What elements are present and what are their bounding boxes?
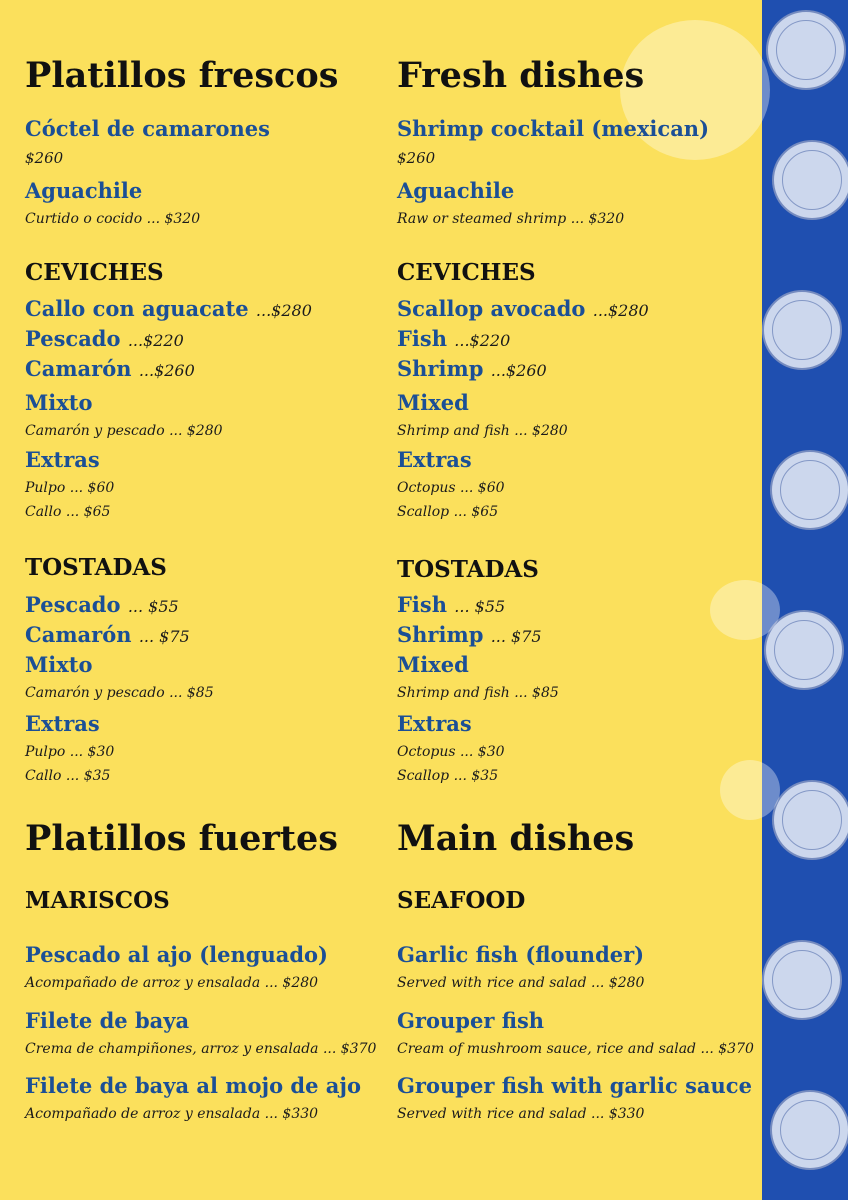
menu-item-name: Garlic fish (flounder) bbox=[397, 942, 645, 967]
section-title-main: Platillos fuertes bbox=[25, 818, 338, 859]
menu-item-name: Callo con aguacate ...$280 bbox=[25, 296, 312, 321]
menu-item-description: Crema de champiñones, arroz y ensalada ... $370 bbox=[25, 1041, 377, 1057]
menu-item-name: Grouper fish bbox=[397, 1008, 545, 1033]
menu-item-description: Shrimp and fish ... $85 bbox=[397, 685, 559, 701]
menu-item-description: Octopus ... $30 bbox=[397, 744, 505, 760]
menu-item-name: Grouper fish with garlic sauce bbox=[397, 1073, 752, 1098]
menu-item-description: Scallop ... $65 bbox=[397, 504, 499, 520]
menu-item-price: ...$280 bbox=[592, 301, 649, 320]
menu-item-name: Mixto bbox=[25, 652, 93, 677]
menu-item-price: $260 bbox=[397, 149, 436, 167]
menu-item-description: Camarón y pescado ... $280 bbox=[25, 423, 223, 439]
category-heading: TOSTADAS bbox=[397, 556, 539, 583]
menu-item-name: Scallop avocado ...$280 bbox=[397, 296, 649, 321]
menu-item-name: Shrimp cocktail (mexican) bbox=[397, 116, 710, 141]
menu-item-name: Aguachile bbox=[397, 178, 515, 203]
menu-item-name: Extras bbox=[25, 447, 100, 472]
menu-item-description: Cream of mushroom sauce, rice and salad ... $370 bbox=[397, 1041, 754, 1057]
menu-item-description: Scallop ... $35 bbox=[397, 768, 499, 784]
category-heading: CEVICHES bbox=[397, 259, 536, 286]
oyster-house-stamp-icon bbox=[762, 290, 842, 370]
menu-item-price: ...$220 bbox=[454, 331, 511, 350]
menu-item-price: ... $55 bbox=[454, 597, 506, 616]
menu-item-description: Acompañado de arroz y ensalada ... $330 bbox=[25, 1106, 319, 1122]
shell-illustration-icon bbox=[720, 760, 780, 820]
menu-item-description: Callo ... $35 bbox=[25, 768, 111, 784]
oyster-house-stamp-icon bbox=[770, 450, 848, 530]
menu-item-description: Served with rice and salad ... $280 bbox=[397, 975, 645, 991]
menu-item-description: Pulpo ... $30 bbox=[25, 744, 115, 760]
menu-item-price: ... $75 bbox=[138, 627, 190, 646]
menu-item-name: Filete de baya bbox=[25, 1008, 190, 1033]
category-heading: CEVICHES bbox=[25, 259, 164, 286]
menu-item-name: Camarón ... $75 bbox=[25, 622, 190, 647]
menu-item-price: ...$260 bbox=[138, 361, 195, 380]
oyster-house-stamp-icon bbox=[772, 780, 848, 860]
menu-item-name: Pescado al ajo (lenguado) bbox=[25, 942, 328, 967]
menu-item-description: Shrimp and fish ... $280 bbox=[397, 423, 568, 439]
menu-item-name: Extras bbox=[397, 447, 472, 472]
menu-item-name: Fish ...$220 bbox=[397, 326, 511, 351]
menu-item-description: Acompañado de arroz y ensalada ... $280 bbox=[25, 975, 319, 991]
category-heading: MARISCOS bbox=[25, 887, 170, 914]
menu-item-name: Aguachile bbox=[25, 178, 143, 203]
menu-item-description: Served with rice and salad ... $330 bbox=[397, 1106, 645, 1122]
menu-item-name: Shrimp ...$260 bbox=[397, 356, 547, 381]
menu-item-price: ...$280 bbox=[255, 301, 312, 320]
section-title-fresh: Fresh dishes bbox=[397, 55, 645, 96]
oyster-house-stamp-icon bbox=[772, 140, 848, 220]
oyster-house-stamp-icon bbox=[766, 10, 846, 90]
menu-item-description: Pulpo ... $60 bbox=[25, 480, 115, 496]
category-heading: TOSTADAS bbox=[25, 554, 167, 581]
menu-item-price: ... $75 bbox=[490, 627, 542, 646]
menu-item-name: Mixed bbox=[397, 652, 469, 677]
category-heading: SEAFOOD bbox=[397, 887, 526, 914]
menu-item-name: Extras bbox=[25, 711, 100, 736]
oyster-house-stamp-icon bbox=[762, 940, 842, 1020]
section-title-fresh: Platillos frescos bbox=[25, 55, 339, 96]
menu-item-price: $260 bbox=[25, 149, 64, 167]
menu-item-description: Octopus ... $60 bbox=[397, 480, 505, 496]
menu-item-name: Filete de baya al mojo de ajo bbox=[25, 1073, 361, 1098]
menu-item-description: Curtido o cocido ... $320 bbox=[25, 211, 201, 227]
section-title-main: Main dishes bbox=[397, 818, 635, 859]
menu-item-description: Raw or steamed shrimp ... $320 bbox=[397, 211, 625, 227]
menu-item-name: Extras bbox=[397, 711, 472, 736]
menu-item-name: Cóctel de camarones bbox=[25, 116, 270, 141]
menu-item-price: ...$220 bbox=[127, 331, 184, 350]
menu-item-description: Callo ... $65 bbox=[25, 504, 111, 520]
menu-item-price: ...$260 bbox=[490, 361, 547, 380]
menu-item-name: Pescado ...$220 bbox=[25, 326, 184, 351]
menu-item-description: Camarón y pescado ... $85 bbox=[25, 685, 214, 701]
shell-illustration-icon bbox=[710, 580, 780, 640]
menu-item-name: Mixed bbox=[397, 390, 469, 415]
menu-item-name: Mixto bbox=[25, 390, 93, 415]
oyster-house-stamp-icon bbox=[770, 1090, 848, 1170]
menu-item-name: Camarón ...$260 bbox=[25, 356, 195, 381]
menu-item-price: ... $55 bbox=[127, 597, 179, 616]
menu-item-name: Shrimp ... $75 bbox=[397, 622, 542, 647]
menu-item-name: Fish ... $55 bbox=[397, 592, 506, 617]
menu-item-name: Pescado ... $55 bbox=[25, 592, 179, 617]
